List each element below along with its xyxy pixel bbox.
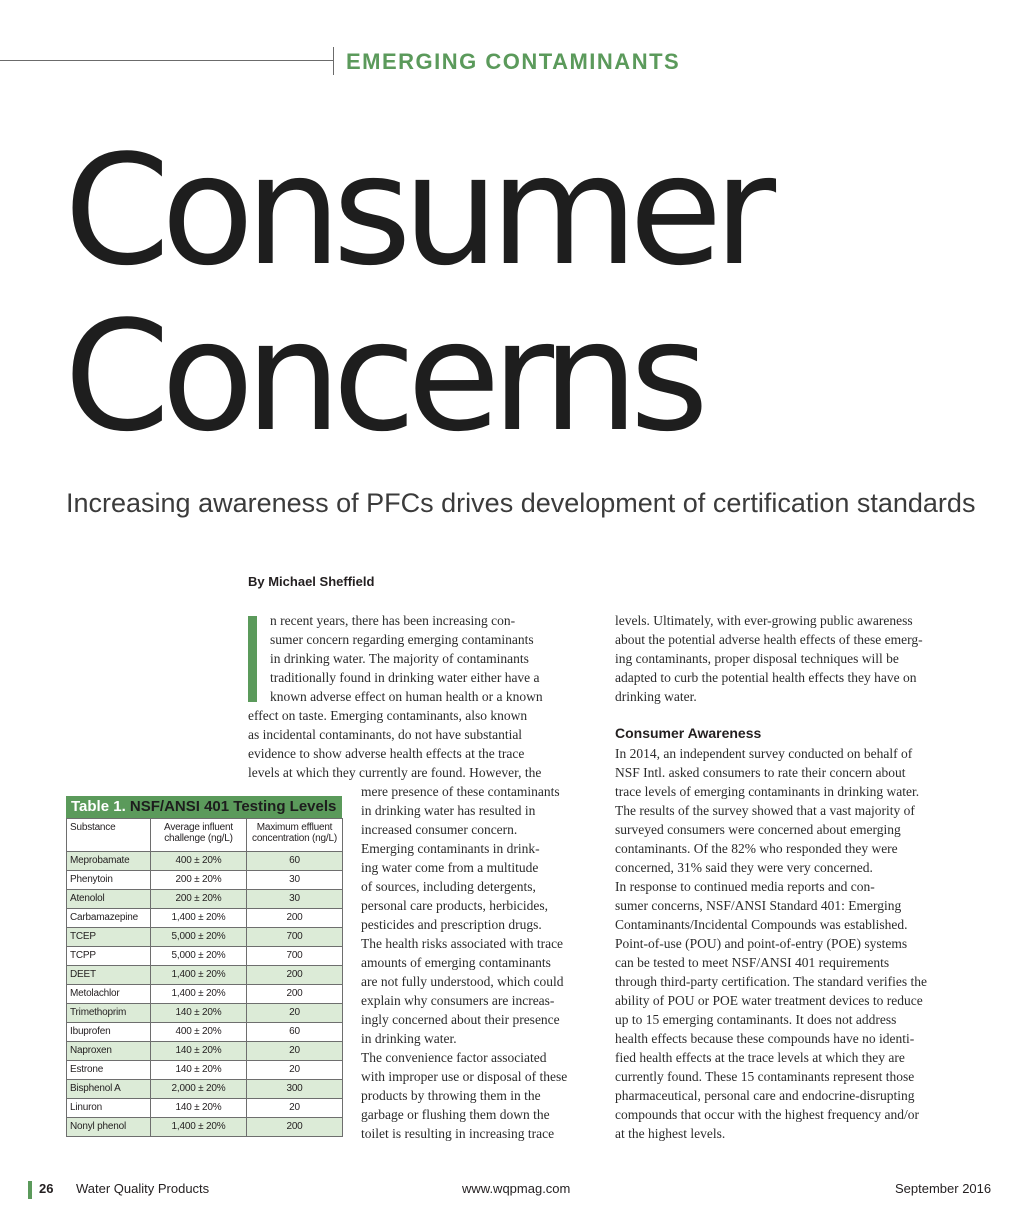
issue-date: September 2016 — [895, 1181, 992, 1196]
cell-substance: TCPP — [67, 947, 151, 966]
text-line: garbage or flushing them down the — [361, 1107, 550, 1122]
drop-cap-i — [248, 616, 257, 702]
table-header-row — [67, 819, 343, 852]
table-row — [67, 1118, 343, 1137]
table-row — [67, 909, 343, 928]
table-row — [67, 966, 343, 985]
text-line: pharmaceutical, personal care and endocrine-disrupting — [615, 1088, 915, 1103]
cell-influent: 2,000 ± 20% — [151, 1080, 247, 1099]
header-effluent-text: Maximum effluent concentration (ng/L) — [252, 822, 337, 844]
text-line: adapted to curb the potential health effects they have on — [615, 670, 917, 685]
cell-effluent: 60 — [247, 852, 343, 871]
testing-levels-table — [66, 796, 342, 1137]
text-line: of sources, including detergents, — [361, 879, 536, 894]
byline: By Michael Sheffield — [248, 574, 375, 589]
subhead: Consumer Awareness — [615, 725, 762, 741]
header-influent — [151, 819, 247, 852]
table-row — [67, 890, 343, 909]
text-line: effect on taste. Emerging contaminants, also known — [248, 708, 528, 723]
cell-influent: 5,000 ± 20% — [151, 928, 247, 947]
text-line: In response to continued media reports and con- — [615, 879, 875, 894]
text-line: surveyed consumers were concerned about emerging — [615, 822, 901, 837]
text-line: with improper use or disposal of these — [361, 1069, 568, 1084]
text-line: ability of POU or POE water treatment devices to reduce — [615, 993, 923, 1008]
table-row — [67, 1080, 343, 1099]
text-line: in drinking water. The majority of contaminants — [270, 651, 529, 666]
text-line: trace levels of emerging contaminants in drinking water. — [615, 784, 920, 799]
text-line: sumer concerns, NSF/ANSI Standard 401: Emerging — [615, 898, 902, 913]
headline — [64, 122, 768, 465]
text-line: n recent years, there has been increasing con- — [270, 613, 516, 628]
table-row — [67, 1023, 343, 1042]
cell-influent: 200 ± 20% — [151, 871, 247, 890]
text-line: Emerging contaminants in drink- — [361, 841, 540, 856]
cell-substance: Phenytoin — [67, 871, 151, 890]
cell-effluent: 300 — [247, 1080, 343, 1099]
cell-effluent: 60 — [247, 1023, 343, 1042]
text-line: increased consumer concern. — [361, 822, 518, 837]
table-title — [66, 796, 342, 818]
cell-substance: Nonyl phenol — [67, 1118, 151, 1137]
table-row — [67, 947, 343, 966]
text-line: up to 15 emerging contaminants. It does not address — [615, 1012, 897, 1027]
cell-substance: Naproxen — [67, 1042, 151, 1061]
text-line: The health risks associated with trace — [361, 936, 564, 951]
text-line: NSF Intl. asked consumers to rate their concern about — [615, 765, 906, 780]
text-line: Point-of-use (POU) and point-of-entry (POE) systems — [615, 936, 908, 951]
cell-effluent: 700 — [247, 947, 343, 966]
cell-effluent: 200 — [247, 966, 343, 985]
cell-influent: 140 ± 20% — [151, 1004, 247, 1023]
text-line: levels at which they currently are found. However, the — [248, 765, 542, 780]
text-line: ing water come from a multitude — [361, 860, 539, 875]
cell-influent: 400 ± 20% — [151, 852, 247, 871]
cell-effluent: 200 — [247, 1118, 343, 1137]
table-grid — [66, 818, 343, 1137]
text-line: currently found. These 15 contaminants represent those — [615, 1069, 915, 1084]
body-column-1-middle — [248, 706, 541, 782]
cell-influent: 400 ± 20% — [151, 1023, 247, 1042]
table-row — [67, 1099, 343, 1118]
text-line: are not fully understood, which could — [361, 974, 564, 989]
text-line: ingly concerned about their presence — [361, 1012, 560, 1027]
cell-substance: Bisphenol A — [67, 1080, 151, 1099]
table-row — [67, 852, 343, 871]
text-line: products by throwing them in the — [361, 1088, 541, 1103]
cell-substance: Ibuprofen — [67, 1023, 151, 1042]
cell-influent: 140 ± 20% — [151, 1042, 247, 1061]
text-line: ing contaminants, proper disposal techniques will be — [615, 651, 899, 666]
text-line: compounds that occur with the highest frequency and/or — [615, 1107, 920, 1122]
subtitle: Increasing awareness of PFCs drives development of certification standards — [66, 488, 976, 518]
table-row — [67, 1042, 343, 1061]
text-line: fied health effects at the trace levels at which they are — [615, 1050, 905, 1065]
cell-substance: DEET — [67, 966, 151, 985]
text-line: known adverse effect on human health or a known — [270, 689, 543, 704]
text-line: as incidental contaminants, do not have substantial — [248, 727, 523, 742]
body-column-2-bottom — [615, 744, 927, 1143]
cell-substance: Metolachlor — [67, 985, 151, 1004]
text-line: traditionally found in drinking water either have a — [270, 670, 540, 685]
text-line: in drinking water. — [361, 1031, 457, 1046]
cell-influent: 5,000 ± 20% — [151, 947, 247, 966]
cell-effluent: 30 — [247, 890, 343, 909]
cell-influent: 1,400 ± 20% — [151, 909, 247, 928]
cell-influent: 140 ± 20% — [151, 1061, 247, 1080]
text-line: explain why consumers are increas- — [361, 993, 555, 1008]
text-line: about the potential adverse health effects of these emerg- — [615, 632, 923, 647]
table-number: Table 1. — [71, 798, 126, 815]
text-line: pesticides and prescription drugs. — [361, 917, 542, 932]
cell-effluent: 30 — [247, 871, 343, 890]
cell-influent: 200 ± 20% — [151, 890, 247, 909]
text-line: The convenience factor associated — [361, 1050, 547, 1065]
cell-substance: Trimethoprim — [67, 1004, 151, 1023]
headline-line-2: Concerns — [64, 288, 700, 465]
cell-substance: TCEP — [67, 928, 151, 947]
table-row — [67, 1004, 343, 1023]
cell-effluent: 700 — [247, 928, 343, 947]
text-line: The results of the survey showed that a vast majority of — [615, 803, 915, 818]
text-line: personal care products, herbicides, — [361, 898, 549, 913]
header-effluent — [247, 819, 343, 852]
cell-effluent: 20 — [247, 1042, 343, 1061]
table-body — [67, 852, 343, 1137]
table-row — [67, 928, 343, 947]
text-line: at the highest levels. — [615, 1126, 726, 1141]
text-line: evidence to show adverse health effects at the trace — [248, 746, 525, 761]
cell-effluent: 20 — [247, 1004, 343, 1023]
header-rule — [0, 60, 334, 61]
text-line: drinking water. — [615, 689, 697, 704]
cell-substance: Estrone — [67, 1061, 151, 1080]
text-line: Contaminants/Incidental Compounds was established. — [615, 917, 908, 932]
table-row — [67, 1061, 343, 1080]
body-column-1-bottom — [361, 782, 567, 1143]
text-line: In 2014, an independent survey conducted on behalf of — [615, 746, 913, 761]
text-line: health effects because these compounds have no identi- — [615, 1031, 915, 1046]
table-row — [67, 871, 343, 890]
text-line: through third-party certification. The standard verifies the — [615, 974, 928, 989]
footer-accent-bar — [28, 1181, 32, 1199]
text-line: mere presence of these contaminants — [361, 784, 560, 799]
cell-effluent: 20 — [247, 1099, 343, 1118]
section-label: EMERGING CONTAMINANTS — [346, 49, 681, 74]
cell-substance: Atenolol — [67, 890, 151, 909]
text-line: levels. Ultimately, with ever-growing public awareness — [615, 613, 913, 628]
text-line: can be tested to meet NSF/ANSI 401 requirements — [615, 955, 890, 970]
header-substance: Substance — [67, 819, 151, 852]
cell-influent: 1,400 ± 20% — [151, 985, 247, 1004]
cell-substance: Carbamazepine — [67, 909, 151, 928]
text-line: toilet is resulting in increasing trace — [361, 1126, 555, 1141]
text-line: contaminants. Of the 82% who responded they were — [615, 841, 898, 856]
cell-effluent: 200 — [247, 985, 343, 1004]
cell-substance: Meprobamate — [67, 852, 151, 871]
cell-influent: 1,400 ± 20% — [151, 1118, 247, 1137]
cell-substance: Linuron — [67, 1099, 151, 1118]
headline-line-1: Consumer — [64, 122, 768, 299]
cell-influent: 140 ± 20% — [151, 1099, 247, 1118]
cell-effluent: 200 — [247, 909, 343, 928]
cell-influent: 1,400 ± 20% — [151, 966, 247, 985]
body-column-1-top — [270, 611, 543, 706]
text-line: in drinking water has resulted in — [361, 803, 536, 818]
header-influent-text: Average influent challenge (ng/L) — [164, 822, 233, 844]
header-divider — [333, 47, 334, 75]
text-line: concerned, 31% said they were very concerned. — [615, 860, 873, 875]
text-line: amounts of emerging contaminants — [361, 955, 551, 970]
publication-name: Water Quality Products — [76, 1181, 210, 1196]
page-number: 26 — [39, 1181, 54, 1196]
table-row — [67, 985, 343, 1004]
publication-url: www.wqpmag.com — [462, 1181, 571, 1196]
cell-effluent: 20 — [247, 1061, 343, 1080]
table-title-text: NSF/ANSI 401 Testing Levels — [129, 798, 337, 815]
body-column-2-top — [615, 611, 923, 706]
text-line: sumer concern regarding emerging contaminants — [270, 632, 534, 647]
